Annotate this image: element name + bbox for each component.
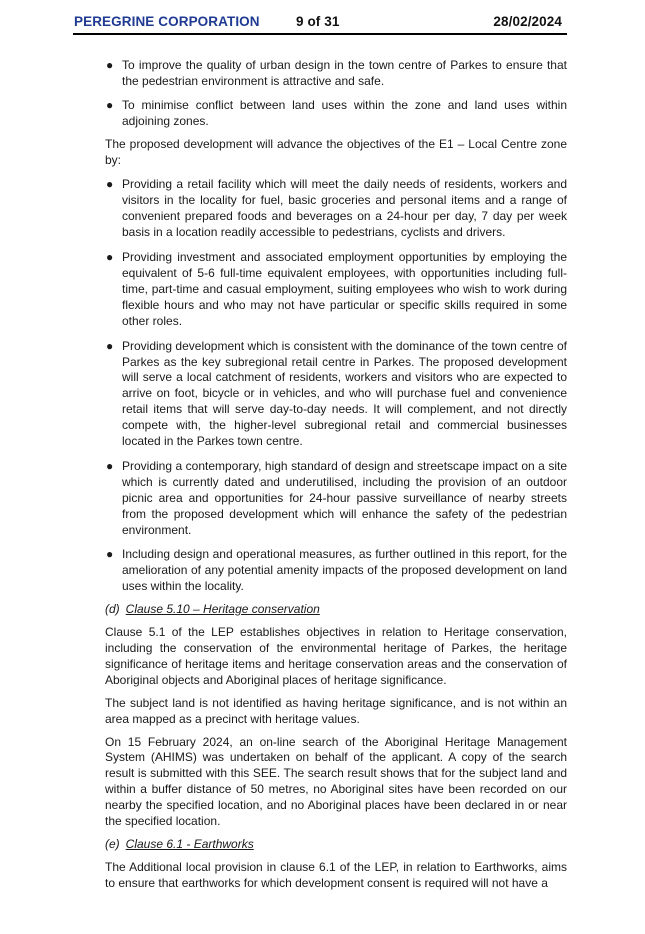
bullet-icon: ● [106, 97, 114, 112]
list-item: ● To minimise conflict between land uses within the zone and land uses within adjoining zones. [106, 97, 567, 128]
document-date: 28/02/2024 [493, 14, 562, 29]
document-body [105, 58, 567, 892]
page-header [73, 13, 567, 35]
paragraph-heritage-3: On 15 February 2024, an on-line search of the Aboriginal Heritage Management System (AHIMS) was undertaken on behalf of the applicant. A copy of the search result is submitted with this SEE. The search result shows that for the subject land and within a buffer distance of 50 metres, no Aboriginal sites have been recorded on our nearby the specified location, and no Aboriginal places have been declared in or near the specified location. [105, 734, 567, 829]
objectives-list [105, 58, 567, 130]
bullet-icon: ● [106, 547, 114, 562]
page-number: 9 of 31 [296, 14, 340, 29]
list-item: ● Providing development which is consistent with the dominance of the town centre of Parkes as the key subregional retail centre in Parkes. The proposed development will serve a local catchment of residents, workers and visitors who are expected to arrive on foot, bicycle or in vehicles, and who will purchase fuel and convenience retail items that will serve day-to-day needs. It will complement, and not directly compete with, the higher-level subregional retail and commercial businesses located in the Parkes town centre. [106, 338, 567, 449]
paragraph-advance: The proposed development will advance the objectives of the E1 – Local Centre zone by: [105, 136, 567, 167]
bullet-icon: ● [106, 58, 114, 72]
bullet-icon: ● [106, 250, 114, 265]
bullet-icon: ● [106, 458, 114, 473]
heading-earthworks: (e) Clause 6.1 - Earthworks [105, 836, 254, 851]
list-item: ● Providing a contemporary, high standard of design and streetscape impact on a site which is currently dated and underutilised, including the provision of an outdoor picnic area and opportunities for 24-hour passive surveillance of nearby streets from the proposed development which will enhance the safety of the pedestrian environment. [106, 458, 567, 537]
list-item: ● To improve the quality of urban design in the town centre of Parkes to ensure that the pedestrian environment is attractive and safe. [106, 58, 567, 88]
advance-list [105, 177, 567, 595]
list-item: ● Providing a retail facility which will meet the daily needs of residents, workers and visitors in the locality for fuel, basic groceries and personal items and a range of convenient prepared foods and beverages on a 24-hour per day, 7 day per week basis in a location readily accessible to pedestrians, cyclists and drivers. [106, 177, 567, 240]
bullet-icon: ● [106, 177, 114, 192]
paragraph-heritage-2: The subject land is not identified as having heritage significance, and is not within an area mapped as a precinct with heritage values. [105, 695, 567, 726]
paragraph-heritage-1: Clause 5.1 of the LEP establishes objectives in relation to Heritage conservation, including the conservation of the environmental heritage of Parkes, the heritage significance of heritage items and heritage conservation areas and the conservation of Aboriginal objects and Aboriginal places of heritage significance. [105, 625, 567, 687]
company-name: PEREGRINE CORPORATION [74, 14, 260, 29]
paragraph-earthworks: The Additional local provision in clause 6.1 of the LEP, in relation to Earthworks, aims to ensure that earthworks for which development consent is required will not have a [105, 859, 567, 890]
bullet-icon: ● [106, 338, 114, 353]
list-item: ● Including design and operational measures, as further outlined in this report, for the amelioration of any potential amenity impacts of the proposed development on land uses within the locality. [106, 547, 567, 594]
list-item: ● Providing investment and associated employment opportunities by employing the equivalent of 5-6 full-time equivalent employees, with opportunities including full-time, part-time and casual employment, suiting employees who wish to work during flexible hours and who may not have particular or specific skills required in some other roles. [106, 250, 567, 328]
heading-heritage: (d) Clause 5.10 – Heritage conservation [105, 602, 320, 617]
